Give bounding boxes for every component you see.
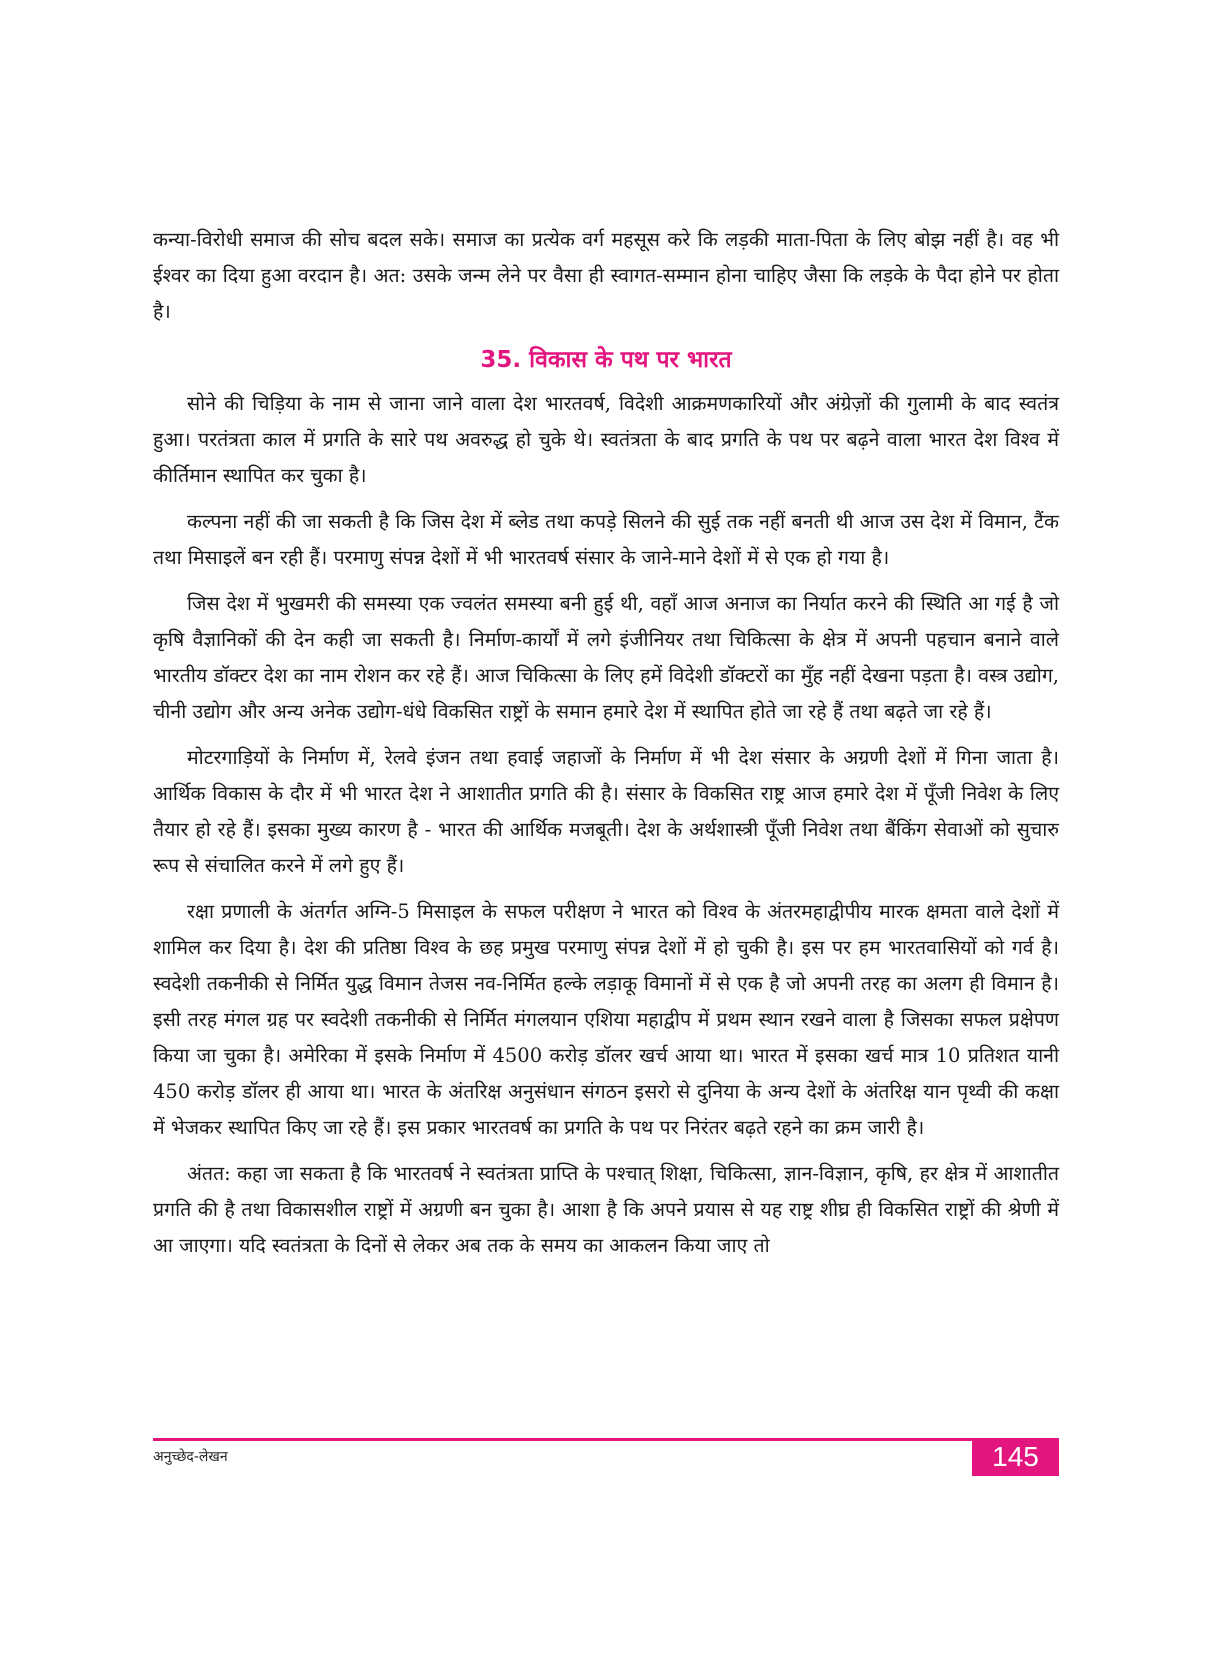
paragraph-3: जिस देश में भुखमरी की समस्या एक ज्वलंत समस्या बनी हुई थी, वहाँ आज अनाज का निर्यात करने की स्थिति आ गई है जो कृषि वैज्ञानिकों की देन कही जा सकती है। निर्माण-कार्यों में लगे इंजीनियर तथा चिकित्सा के क्षेत्र में अपनी पहचान बनाने वाले भारतीय डॉक्टर देश का नाम रोशन कर रहे हैं। आज चिकित्सा के लिए हमें विदेशी डॉक्टरों का मुँह नहीं देखना पड़ता है। वस्त्र उद्योग, चीनी उद्योग और अन्य अनेक उद्योग-धंधे विकसित राष्ट्रों के समान हमारे देश में स्थापित होते जा रहे हैं तथा बढ़ते जा रहे हैं। — [153, 592, 1059, 723]
page-number-badge: 145 — [972, 1438, 1059, 1476]
paragraph-5: रक्षा प्रणाली के अंतर्गत अग्नि-5 मिसाइल के सफल परीक्षण ने भारत को विश्व के अंतरमहाद्वीपीय मारक क्षमता वाले देशों में शामिल कर दिया है। देश की प्रतिष्ठा विश्व के छह प्रमुख परमाणु संपन्न देशों में हो चुकी है। इस पर हम भारतवासियों को गर्व है। स्वदेशी तकनीकी से निर्मित युद्ध विमान तेजस नव-निर्मित हल्के लड़ाकू विमानों में से एक है जो अपनी तरह का अलग ही विमान है। इसी तरह मंगल ग्रह पर स्वदेशी तकनीकी से निर्मित मंगलयान एशिया महाद्वीप में प्रथम स्थान रखने वाला है जिसका सफल प्रक्षेपण किया जा चुका है। अमेरिका में इसके निर्माण में 4500 करोड़ डॉलर खर्च आया था। भारत में इसका खर्च मात्र 10 प्रतिशत यानी 450 करोड़ डॉलर ही आया था। भारत के अंतरिक्ष अनुसंधान संगठन इसरो से दुनिया के अन्य देशों के अंतरिक्ष यान पृथ्वी की कक्षा में भेजकर स्थापित किए जा रहे हैं। इस प्रकार भारतवर्ष का प्रगति के पथ पर निरंतर बढ़ते रहने का क्रम जारी है। — [153, 900, 1059, 1139]
page-body — [153, 222, 1059, 1274]
footer-section-label: अनुच्छेद-लेखन — [153, 1449, 228, 1465]
paragraph-6: अंतत: कहा जा सकता है कि भारतवर्ष ने स्वतंत्रता प्राप्ति के पश्चात् शिक्षा, चिकित्सा, ज्ञान-विज्ञान, कृषि, हर क्षेत्र में आशातीत प्रगति की है तथा विकासशील राष्ट्रों में अग्रणी बन चुका है। आशा है कि अपने प्रयास से यह राष्ट्र शीघ्र ही विकसित राष्ट्रों की श्रेणी में आ जाएगा। यदि स्वतंत्रता के दिनों से लेकर अब तक के समय का आकलन किया जाए तो — [153, 1162, 1059, 1257]
intro-paragraph: कन्या-विरोधी समाज की सोच बदल सके। समाज का प्रत्येक वर्ग महसूस करे कि लड़की माता-पिता के लिए बोझ नहीं है। वह भी ईश्वर का दिया हुआ वरदान है। अत: उसके जन्म लेने पर वैसा ही स्वागत-सम्मान होना चाहिए जैसा कि लड़के के पैदा होने पर होता है। — [153, 228, 1059, 323]
paragraph-4: मोटरगाड़ियों के निर्माण में, रेलवे इंजन तथा हवाई जहाजों के निर्माण में भी देश संसार के अग्रणी देशों में गिना जाता है। आर्थिक विकास के दौर में भी भारत देश ने आशातीत प्रगति की है। संसार के विकसित राष्ट्र आज हमारे देश में पूँजी निवेश के लिए तैयार हो रहे हैं। इसका मुख्य कारण है - भारत की आर्थिक मजबूती। देश के अर्थशास्त्री पूँजी निवेश तथा बैंकिंग सेवाओं को सुचारु रूप से संचालित करने में लगे हुए हैं। — [153, 746, 1059, 877]
footer-divider — [153, 1438, 1059, 1441]
paragraph-1: सोने की चिड़िया के नाम से जाना जाने वाला देश भारतवर्ष, विदेशी आक्रमणकारियों और अंग्रेज़ों की गुलामी के बाद स्वतंत्र हुआ। परतंत्रता काल में प्रगति के सारे पथ अवरुद्ध हो चुके थे। स्वतंत्रता के बाद प्रगति के पथ पर बढ़ने वाला भारत देश विश्व में कीर्तिमान स्थापित कर चुका है। — [153, 392, 1059, 487]
section-heading: 35. विकास के पथ पर भारत — [480, 347, 732, 373]
paragraph-2: कल्पना नहीं की जा सकती है कि जिस देश में ब्लेड तथा कपड़े सिलने की सुई तक नहीं बनती थी आज उस देश में विमान, टैंक तथा मिसाइलें बन रही हैं। परमाणु संपन्न देशों में भी भारतवर्ष संसार के जाने-माने देशों में से एक हो गया है। — [153, 510, 1059, 569]
